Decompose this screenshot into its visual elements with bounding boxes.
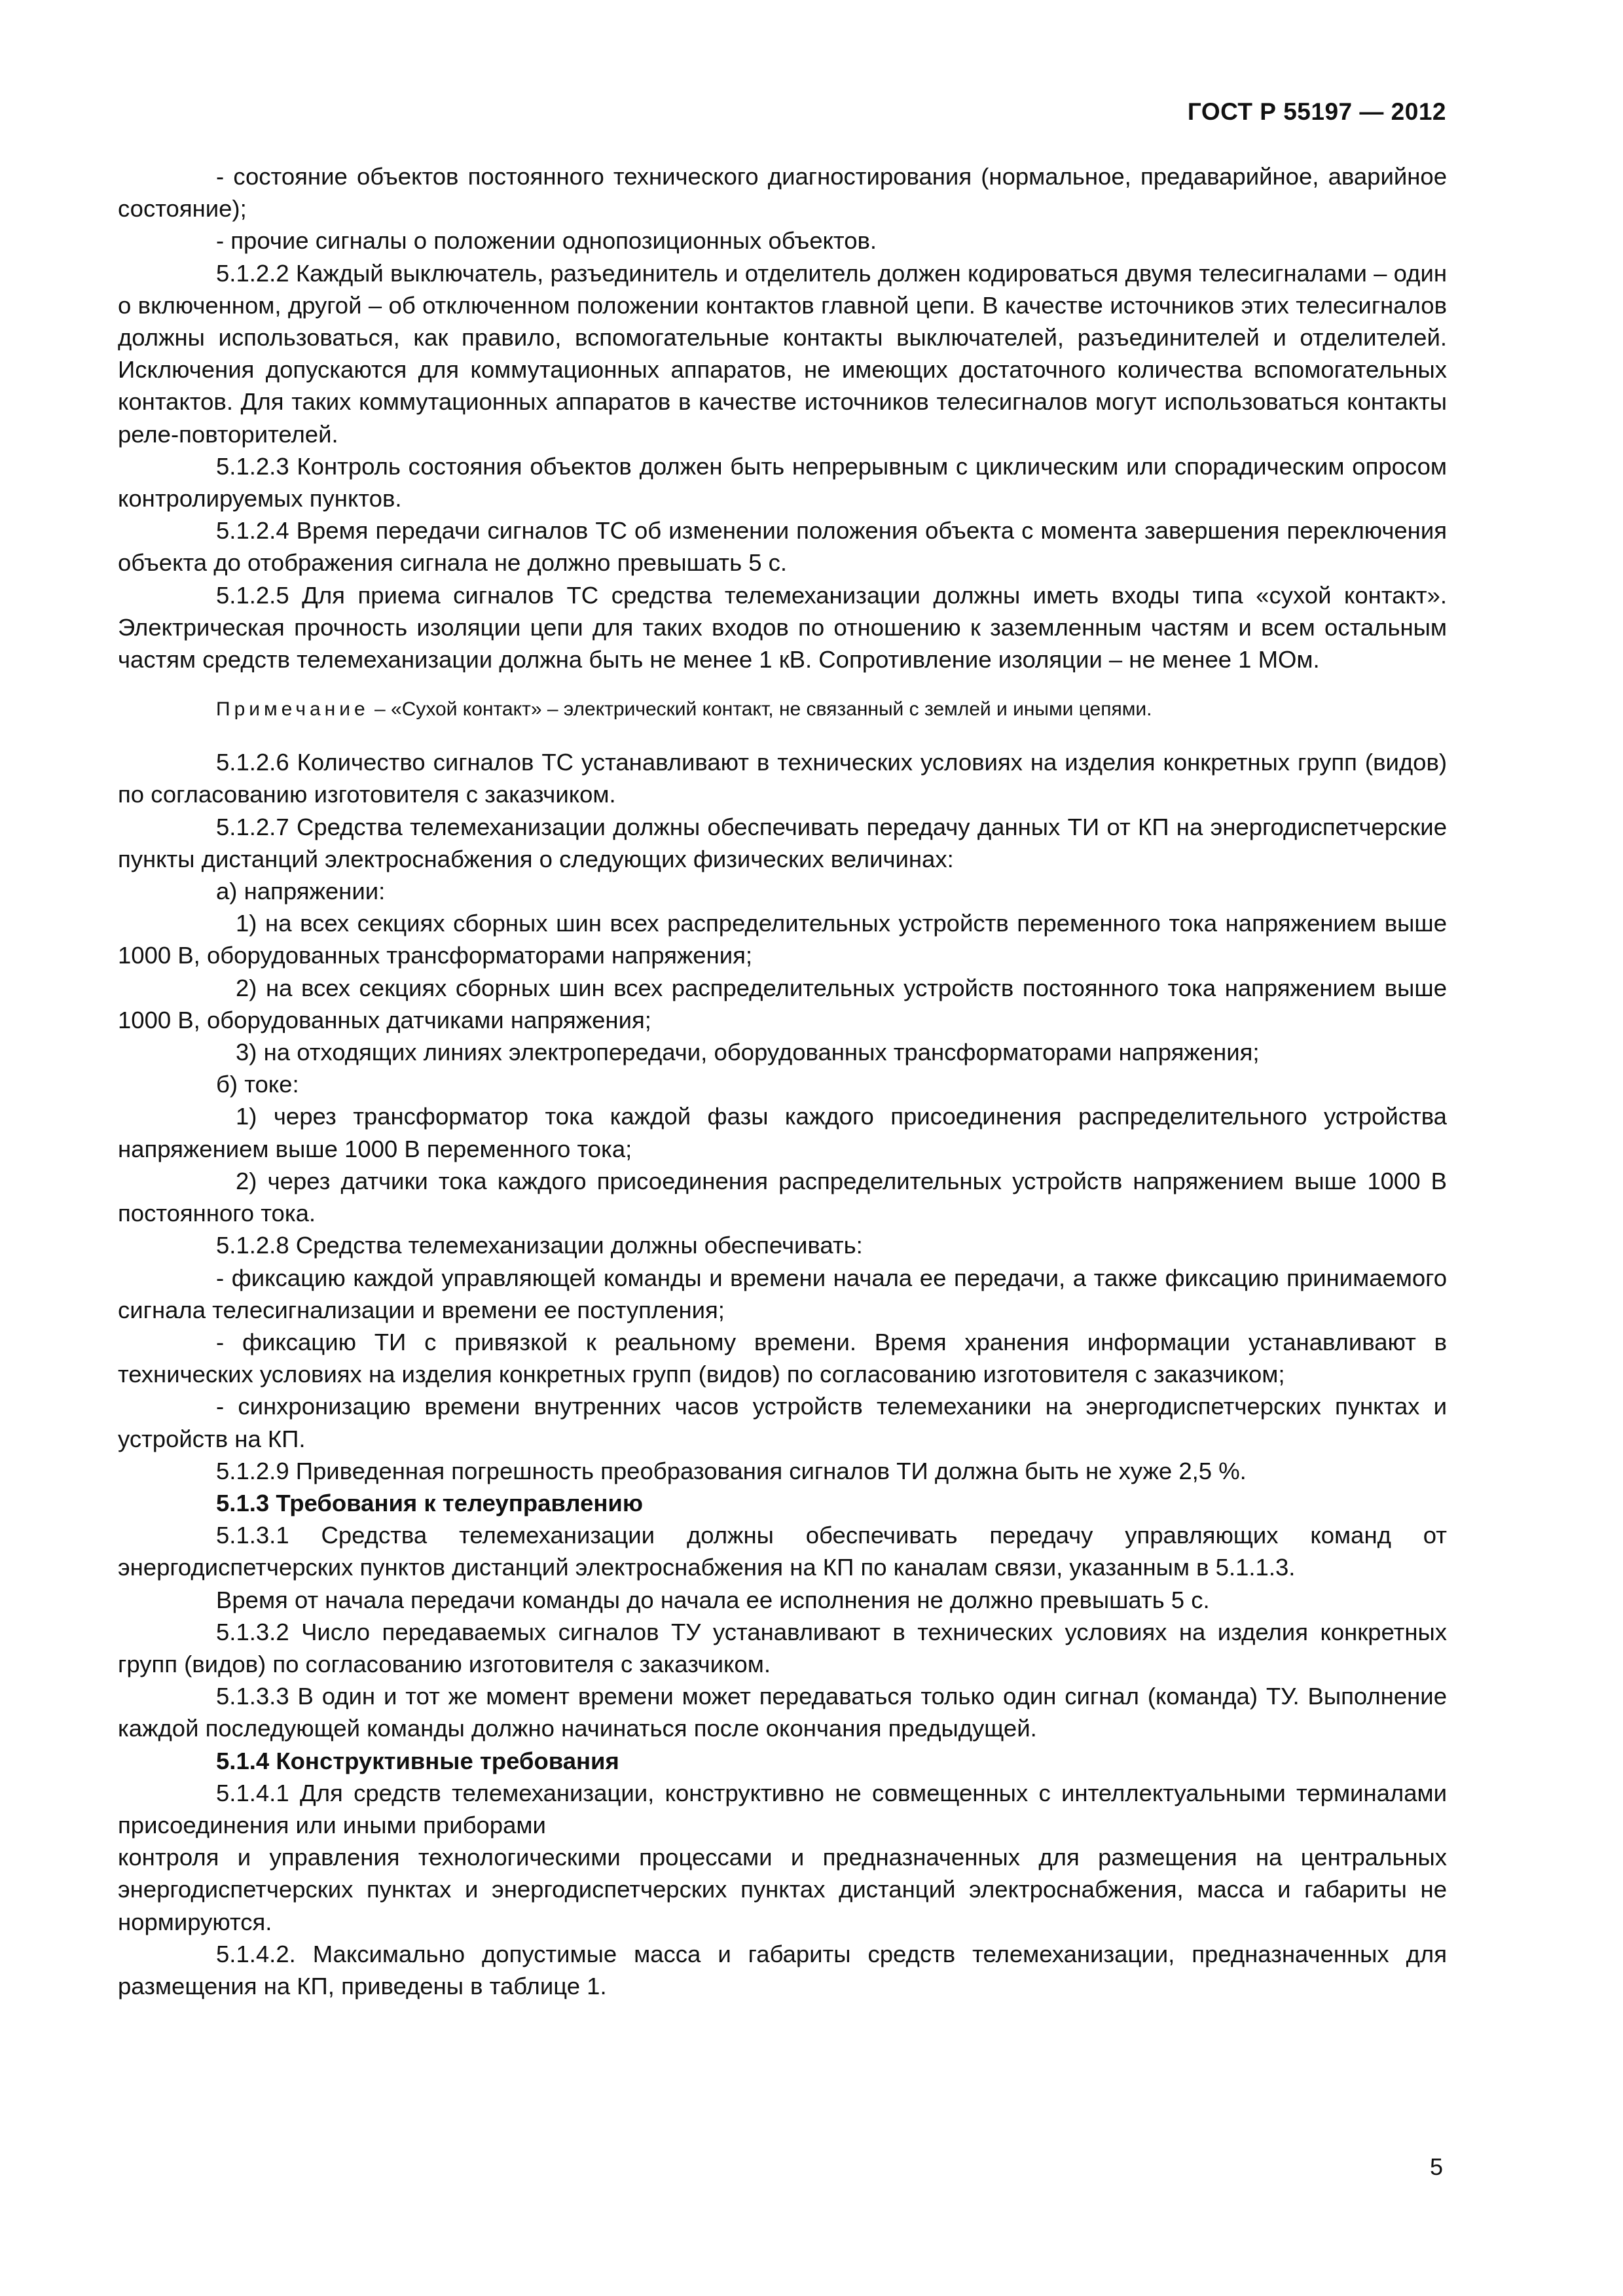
note-label: Примечание: [216, 698, 369, 721]
list-item: - фиксацию каждой управляющей команды и времени начала ее передачи, а также фиксацию принимаемого сигнала телесигнализации и времени ее поступления;: [118, 1264, 1447, 1323]
list-item: 1) на всех секциях сборных шин всех распределительных устройств переменного тока напряжением выше 1000 В, оборудованных трансформаторами напряжения;: [118, 910, 1447, 969]
paragraph: 5.1.2.5 Для приема сигналов ТС средства телемеханизации должны иметь входы типа «сухой контакт». Электрическая прочность изоляции цепи для таких входов по отношению к заземленным частям и всем остальным частям средств телемеханизации должна быть не менее 1 кВ. Сопротивление изоляции – не менее 1 МОм.: [118, 581, 1447, 673]
paragraph: 5.1.3.1 Средства телемеханизации должны обеспечивать передачу управляющих команд от энергодиспетчерских пунктов дистанций электроснабжения на КП по каналам связи, указанным в 5.1.1.3.: [118, 1522, 1447, 1581]
list-item: 3) на отходящих линиях электропередачи, оборудованных трансформаторами напряжения;: [236, 1039, 1260, 1066]
document-body: [118, 160, 1447, 2002]
document-header: ГОСТ Р 55197 — 2012: [1187, 98, 1446, 125]
list-label: б) токе:: [216, 1071, 299, 1098]
section-heading: 5.1.4 Конструктивные требования: [216, 1747, 619, 1774]
note: [118, 696, 1447, 723]
page-number: 5: [1429, 2153, 1443, 2180]
paragraph: 5.1.2.7 Средства телемеханизации должны обеспечивать передачу данных ТИ от КП на энергодиспетчерские пункты дистанций электроснабжения о следующих физических величинах:: [118, 813, 1447, 872]
paragraph: 5.1.3.2 Число передаваемых сигналов ТУ устанавливают в технических условиях на изделия конкретных групп (видов) по согласованию изготовителя с заказчиком.: [118, 1618, 1447, 1677]
section-heading: 5.1.3 Требования к телеуправлению: [216, 1489, 644, 1516]
list-item: 1) через трансформатор тока каждой фазы каждого присоединения распределительного устройства напряжением выше 1000 В переменного тока;: [118, 1103, 1447, 1162]
paragraph: 5.1.2.9 Приведенная погрешность преобразования сигналов ТИ должна быть не хуже 2,5 %.: [216, 1457, 1247, 1484]
paragraph: 5.1.4.1 Для средств телемеханизации, конструктивно не совмещенных с интеллектуальными терминалами присоединения или иными приборами: [118, 1779, 1447, 1839]
paragraph: 5.1.2.3 Контроль состояния объектов должен быть непрерывным с циклическим или спорадическим опросом контролируемых пунктов.: [118, 452, 1447, 512]
note-text: – «Сухой контакт» – электрический контакт, не связанный с землей и иными цепями.: [374, 698, 1152, 721]
list-item: - синхронизацию времени внутренних часов устройств телемеханики на энергодиспетчерских пунктах и устройств на КП.: [118, 1393, 1447, 1452]
paragraph: 5.1.2.2 Каждый выключатель, разъединитель и отделитель должен кодироваться двумя телесигналами – один о включенном, другой – об отключенном положении контактов главной цепи. В качестве источников этих телесигналов должны использоваться, как правило, вспомогательные контакты выключателей, разъединителей и отделителей. Исключения допускаются для коммутационных аппаратов, не имеющих достаточного количества вспомогательных контактов. Для таких коммутационных аппаратов в качестве источников телесигналов могут использоваться контакты реле-повторителей.: [118, 259, 1447, 448]
paragraph: 5.1.2.8 Средства телемеханизации должны обеспечивать:: [216, 1232, 863, 1259]
paragraph: 5.1.2.6 Количество сигналов ТС устанавливают в технических условиях на изделия конкретных групп (видов) по согласованию изготовителя с заказчиком.: [118, 749, 1447, 808]
paragraph: контроля и управления технологическими процессами и предназначенных для размещения на центральных энергодиспетчерских пунктах и энергодиспетчерских пунктах дистанций электроснабжения, масса и габариты не нормируются.: [118, 1844, 1447, 1935]
paragraph: Время от начала передачи команды до начала ее исполнения не должно превышать 5 с.: [216, 1586, 1210, 1613]
paragraph: 5.1.4.2. Максимально допустимые масса и габариты средств телемеханизации, предназначенных для размещения на КП, приведены в таблице 1.: [118, 1940, 1447, 2000]
list-item: - фиксацию ТИ с привязкой к реальному времени. Время хранения информации устанавливают в технических условиях на изделия конкретных групп (видов) по согласованию изготовителя с заказчиком;: [118, 1328, 1447, 1388]
paragraph: 5.1.2.4 Время передачи сигналов ТС об изменении положения объекта с момента завершения переключения объекта до отображения сигнала не должно превышать 5 с.: [118, 517, 1447, 577]
paragraph: - прочие сигналы о положении однопозиционных объектов.: [216, 227, 877, 255]
list-item: 2) через датчики тока каждого присоединения распределительных устройств напряжением выше 1000 В постоянного тока.: [118, 1167, 1447, 1227]
list-label: а) напряжении:: [216, 878, 386, 905]
paragraph: 5.1.3.3 В один и тот же момент времени может передаваться только один сигнал (команда) ТУ. Выполнение каждой последующей команды должно начинаться после окончания предыдущей.: [118, 1683, 1447, 1742]
list-item: 2) на всех секциях сборных шин всех распределительных устройств постоянного тока напряжением выше 1000 В, оборудованных датчиками напряжения;: [118, 974, 1447, 1033]
paragraph: - состояние объектов постоянного технического диагностирования (нормальное, предаварийное, аварийное состояние);: [118, 163, 1447, 223]
